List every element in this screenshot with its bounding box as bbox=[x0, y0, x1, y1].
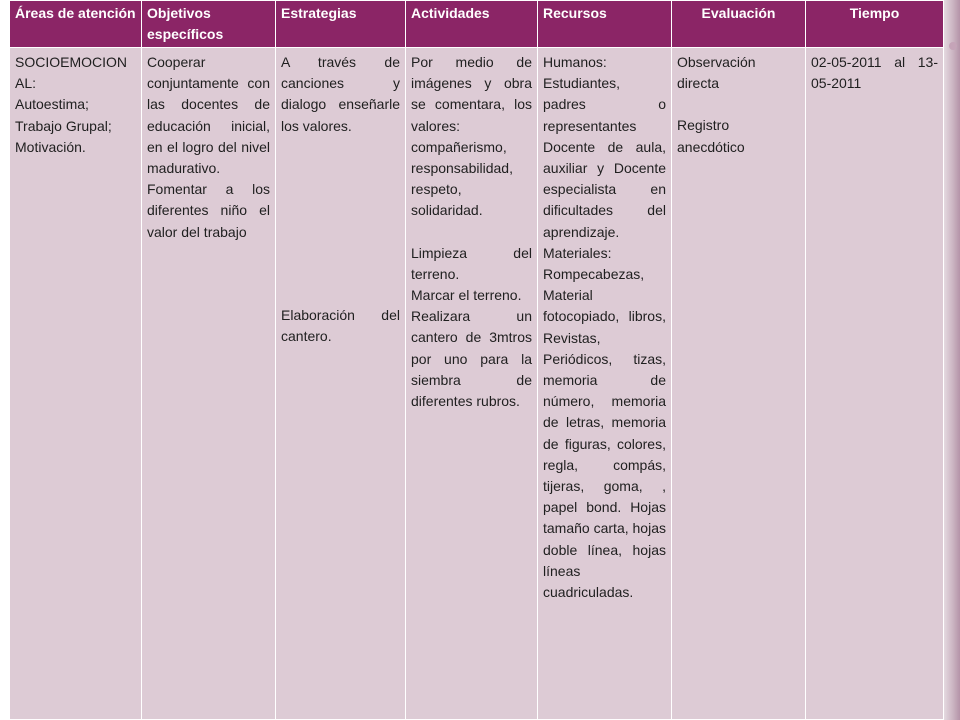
cell-areas bbox=[10, 48, 142, 720]
cell-actividades bbox=[406, 48, 538, 720]
actividad-text: Limpieza del terreno. bbox=[411, 244, 532, 282]
tiempo-text: 02-05-2011 al 13-05-2011 bbox=[811, 54, 938, 92]
evaluacion-text: Observación directa bbox=[677, 54, 756, 92]
actividad-text: Realizara un cantero de 3mtros por uno para la siembra de diferentes rubros. bbox=[411, 308, 532, 410]
evaluacion-text: Registro anecdótico bbox=[677, 117, 745, 155]
recurso-text: Humanos: Estudiantes, padres o representantes Docente de aula, auxiliar y Docente especialista en dificultades del aprendizaje. bbox=[543, 54, 666, 240]
planning-table bbox=[9, 0, 944, 720]
cell-tiempo bbox=[806, 48, 944, 720]
cell-recursos bbox=[538, 48, 672, 720]
slide-side-dot bbox=[949, 42, 957, 50]
areas-item: Autoestima; bbox=[15, 96, 89, 113]
spacer bbox=[411, 222, 532, 243]
recurso-text: Materiales: Rompecabezas, Material fotocopiado, libros, Revistas, Periódicos, tizas, memoria de número, memoria de letras, memoria de figuras, colores, regla, compás, tijeras, goma, , papel bond. Hojas tamaño carta, hojas doble línea, hojas líneas cuadriculadas. bbox=[543, 244, 666, 601]
objetivo-text: Fomentar a los diferentes niño el valor del trabajo bbox=[147, 181, 270, 240]
header-tiempo: Tiempo bbox=[806, 1, 944, 48]
header-objetivos: Objetivos específicos bbox=[142, 1, 276, 48]
spacer bbox=[677, 94, 800, 115]
estrategia-text: A través de canciones y dialogo enseñarle los valores. bbox=[281, 54, 400, 134]
header-areas: Áreas de atención bbox=[10, 1, 142, 48]
cell-estrategias bbox=[276, 48, 406, 720]
objetivo-text: Cooperar conjuntamente con las docentes de educación inicial, en el logro del nivel madurativo. bbox=[147, 54, 270, 177]
actividad-text: Marcar el terreno. bbox=[411, 287, 522, 304]
cell-objetivos bbox=[142, 48, 276, 720]
estrategia-text: Elaboración del cantero. bbox=[281, 306, 400, 345]
areas-item: Motivación. bbox=[15, 138, 86, 155]
header-evaluacion: Evaluación bbox=[672, 1, 806, 48]
areas-item: Trabajo Grupal; bbox=[15, 117, 112, 134]
spacer bbox=[281, 137, 400, 305]
areas-title: SOCIOEMOCIONAL: bbox=[15, 54, 128, 92]
cell-evaluacion bbox=[672, 48, 806, 720]
header-recursos: Recursos bbox=[538, 1, 672, 48]
header-row bbox=[10, 1, 944, 48]
table-row bbox=[10, 48, 944, 720]
actividad-text: Por medio de imágenes y obra se comentara, los valores: compañerismo, responsabilidad, respeto, solidaridad. bbox=[411, 54, 532, 219]
header-actividades: Actividades bbox=[406, 1, 538, 48]
header-estrategias: Estrategias bbox=[276, 1, 406, 48]
slide-side-band bbox=[943, 0, 960, 720]
